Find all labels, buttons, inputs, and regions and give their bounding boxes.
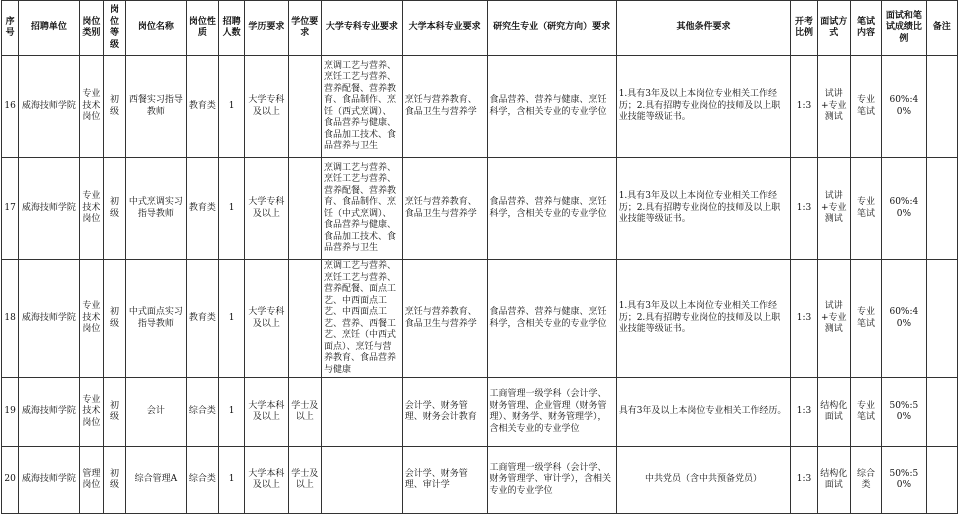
position-name-cell: 西餐实习指导教师	[126, 56, 187, 158]
level-cell: 初级	[103, 378, 125, 447]
degree-cell	[288, 158, 321, 260]
category-cell: 管理岗位	[79, 447, 103, 514]
position-name-cell: 中式面点实习指导教师	[126, 260, 187, 378]
degree-cell	[288, 56, 321, 158]
count-cell: 1	[219, 158, 245, 260]
exam-ratio-cell: 1:3	[791, 260, 817, 378]
header-cell: 大学专科专业要求	[321, 1, 402, 56]
other-requirements-cell: 1.具有3年及以上本岗位专业相关工作经历；2.具有招聘专业岗位的技师及以上职业技能等级证书。	[616, 56, 791, 158]
degree-cell	[288, 260, 321, 378]
level-cell: 初级	[103, 158, 125, 260]
education-cell: 大学本科及以上	[245, 378, 288, 447]
exam-ratio-cell: 1:3	[791, 378, 817, 447]
header-cell: 岗位类别	[79, 1, 103, 56]
table-row	[2, 378, 958, 447]
level-cell: 初级	[103, 56, 125, 158]
header-cell: 学位要求	[288, 1, 321, 56]
nature-cell: 教育类	[186, 158, 218, 260]
nature-cell: 综合类	[186, 378, 218, 447]
bachelor-major-cell: 会计学、财务管理、审计学	[402, 447, 487, 514]
unit-cell: 威海技师学院	[19, 158, 80, 260]
unit-cell: 威海技师学院	[19, 378, 80, 447]
row-number: 17	[2, 158, 19, 260]
written-exam-cell: 专业笔试	[850, 378, 881, 447]
education-cell: 大学专科及以上	[245, 158, 288, 260]
interview-method-cell: 结构化面试	[817, 447, 850, 514]
junior-major-cell: 烹调工艺与营养、烹饪工艺与营养、营养配餐、面点工艺、中西面点工艺、中西面点工艺、营养、西餐工艺、烹饪（中西式面点）、烹饪与营养教育、食品营养与健康	[321, 260, 402, 378]
header-cell: 学历要求	[245, 1, 288, 56]
junior-major-cell: 烹调工艺与营养、烹饪工艺与营养、营养配餐、营养教育、食品制作、烹饪（西式烹调）、食品营养与健康、食品加工技术、食品营养与卫生	[321, 56, 402, 158]
header-cell: 招聘人数	[219, 1, 245, 56]
graduate-major-cell: 食品营养、营养与健康、烹饪科学，含相关专业的专业学位	[487, 56, 616, 158]
header-row	[2, 1, 958, 56]
other-requirements-cell: 1.具有3年及以上本岗位专业相关工作经历；2.具有招聘专业岗位的技师及以上职业技能等级证书。	[616, 158, 791, 260]
count-cell: 1	[219, 56, 245, 158]
row-number: 20	[2, 447, 19, 514]
nature-cell: 教育类	[186, 56, 218, 158]
header-cell: 备注	[926, 1, 957, 56]
header-cell: 岗位性质	[186, 1, 218, 56]
row-number: 16	[2, 56, 19, 158]
score-ratio-cell: 60%:40%	[882, 158, 926, 260]
header-cell: 大学本科专业要求	[402, 1, 487, 56]
bachelor-major-cell: 烹饪与营养教育、食品卫生与营养学	[402, 56, 487, 158]
position-name-cell: 中式烹调实习指导教师	[126, 158, 187, 260]
score-ratio-cell: 50%:50%	[882, 378, 926, 447]
count-cell: 1	[219, 260, 245, 378]
remark-cell	[926, 378, 957, 447]
education-cell: 大学本科及以上	[245, 447, 288, 514]
category-cell: 专业技术岗位	[79, 378, 103, 447]
exam-ratio-cell: 1:3	[791, 56, 817, 158]
graduate-major-cell: 食品营养、营养与健康、烹饪科学，含相关专业的专业学位	[487, 260, 616, 378]
remark-cell	[926, 447, 957, 514]
bachelor-major-cell: 会计学、财务管理、财务会计教育	[402, 378, 487, 447]
header-cell: 面试和笔试成绩比例	[882, 1, 926, 56]
category-cell: 专业技术岗位	[79, 56, 103, 158]
table-row	[2, 56, 958, 158]
other-requirements-cell: 中共党员（含中共预备党员）	[616, 447, 791, 514]
exam-ratio-cell: 1:3	[791, 158, 817, 260]
unit-cell: 威海技师学院	[19, 56, 80, 158]
unit-cell: 威海技师学院	[19, 260, 80, 378]
category-cell: 专业技术岗位	[79, 260, 103, 378]
remark-cell	[926, 56, 957, 158]
category-cell: 专业技术岗位	[79, 158, 103, 260]
written-exam-cell: 综合类	[850, 447, 881, 514]
table-row	[2, 447, 958, 514]
education-cell: 大学专科及以上	[245, 260, 288, 378]
remark-cell	[926, 260, 957, 378]
exam-ratio-cell: 1:3	[791, 447, 817, 514]
written-exam-cell: 专业笔试	[850, 158, 881, 260]
education-cell: 大学专科及以上	[245, 56, 288, 158]
score-ratio-cell: 50%:50%	[882, 447, 926, 514]
interview-method-cell: 结构化面试	[817, 378, 850, 447]
graduate-major-cell: 工商管理一级学科（会计学、财务管理学、审计学），含相关专业的专业学位	[487, 447, 616, 514]
unit-cell: 威海技师学院	[19, 447, 80, 514]
interview-method-cell: 试讲+专业测试	[817, 56, 850, 158]
header-cell: 岗位等级	[103, 1, 125, 56]
row-number: 19	[2, 378, 19, 447]
interview-method-cell: 试讲+专业测试	[817, 158, 850, 260]
count-cell: 1	[219, 447, 245, 514]
interview-method-cell: 试讲+专业测试	[817, 260, 850, 378]
header-cell: 开考比例	[791, 1, 817, 56]
junior-major-cell: 烹调工艺与营养、烹饪工艺与营养、营养配餐、营养教育、食品制作、烹饪（中式烹调）、食品营养与健康、食品加工技术、食品营养与卫生	[321, 158, 402, 260]
remark-cell	[926, 158, 957, 260]
header-cell: 序号	[2, 1, 19, 56]
header-cell: 面试方式	[817, 1, 850, 56]
other-requirements-cell: 1.具有3年及以上本岗位专业相关工作经历；2.具有招聘专业岗位的技师及以上职业技能等级证书。	[616, 260, 791, 378]
header-cell: 其他条件要求	[616, 1, 791, 56]
level-cell: 初级	[103, 447, 125, 514]
level-cell: 初级	[103, 260, 125, 378]
degree-cell: 学士及以上	[288, 378, 321, 447]
header-cell: 笔试内容	[850, 1, 881, 56]
score-ratio-cell: 60%:40%	[882, 260, 926, 378]
other-requirements-cell: 具有3年及以上本岗位专业相关工作经历。	[616, 378, 791, 447]
graduate-major-cell: 食品营养、营养与健康、烹饪科学，含相关专业的专业学位	[487, 158, 616, 260]
bachelor-major-cell: 烹饪与营养教育、食品卫生与营养学	[402, 260, 487, 378]
position-name-cell: 会计	[126, 378, 187, 447]
junior-major-cell	[321, 378, 402, 447]
nature-cell: 综合类	[186, 447, 218, 514]
score-ratio-cell: 60%:40%	[882, 56, 926, 158]
junior-major-cell	[321, 447, 402, 514]
written-exam-cell: 专业笔试	[850, 56, 881, 158]
header-cell: 岗位名称	[126, 1, 187, 56]
table-row	[2, 158, 958, 260]
written-exam-cell: 专业笔试	[850, 260, 881, 378]
recruitment-table	[1, 0, 958, 514]
table-row	[2, 260, 958, 378]
bachelor-major-cell: 烹饪与营养教育、食品卫生与营养学	[402, 158, 487, 260]
row-number: 18	[2, 260, 19, 378]
position-name-cell: 综合管理A	[126, 447, 187, 514]
nature-cell: 教育类	[186, 260, 218, 378]
graduate-major-cell: 工商管理一级学科（会计学、财务管理、企业管理（财务管理）、财务学、财务管理学），含相关专业的专业学位	[487, 378, 616, 447]
header-cell: 研究生专业（研究方向）要求	[487, 1, 616, 56]
header-cell: 招聘单位	[19, 1, 80, 56]
degree-cell: 学士及以上	[288, 447, 321, 514]
count-cell: 1	[219, 378, 245, 447]
